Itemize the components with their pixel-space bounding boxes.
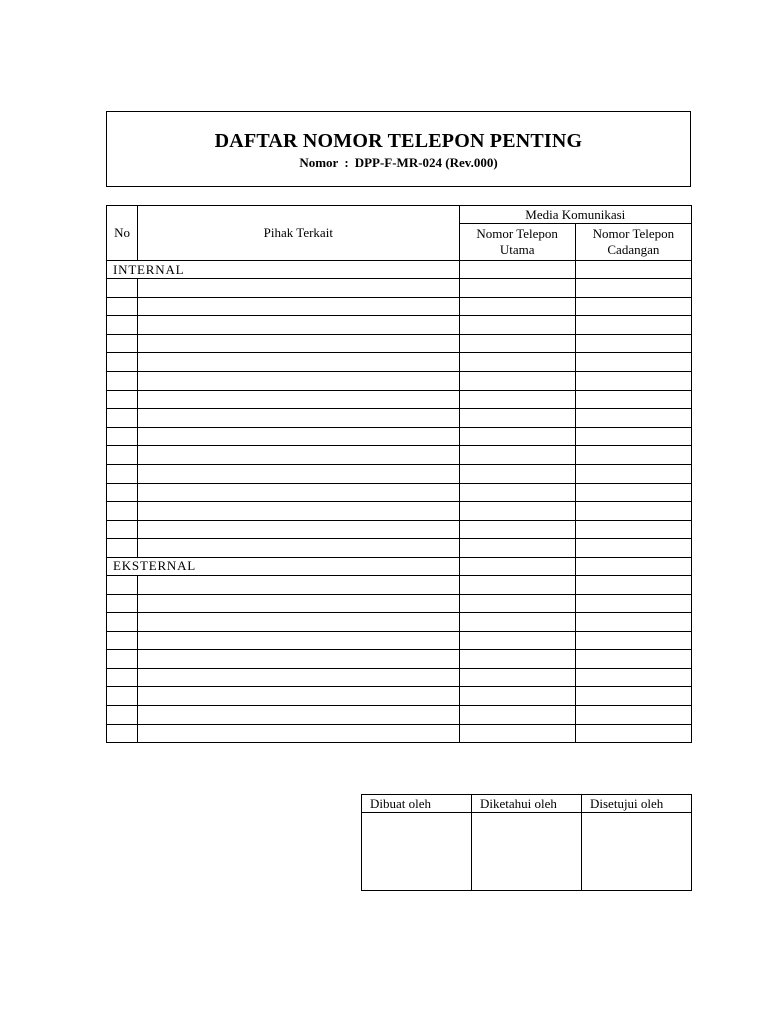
no-cell[interactable] bbox=[107, 353, 138, 372]
no-cell[interactable] bbox=[107, 668, 138, 687]
made-by-signature-space[interactable] bbox=[362, 813, 472, 891]
table-row bbox=[107, 446, 692, 465]
nomor-cadangan-cell[interactable] bbox=[575, 390, 691, 409]
document-number-label: Nomor bbox=[299, 155, 339, 170]
table-row bbox=[107, 687, 692, 706]
no-cell[interactable] bbox=[107, 334, 138, 353]
nomor-cadangan-cell[interactable] bbox=[575, 650, 691, 669]
table-row bbox=[107, 502, 692, 521]
table-row bbox=[107, 390, 692, 409]
table-row bbox=[107, 483, 692, 502]
nomor-cadangan-cell[interactable] bbox=[575, 297, 691, 316]
no-cell[interactable] bbox=[107, 724, 138, 743]
header-nomor-cadangan: Nomor Telepon Cadangan bbox=[575, 224, 691, 261]
nomor-cadangan-cell[interactable] bbox=[575, 668, 691, 687]
header-no: No bbox=[107, 206, 138, 261]
pihak-terkait-cell[interactable] bbox=[138, 668, 460, 687]
nomor-cadangan-cell[interactable] bbox=[575, 502, 691, 521]
table-row bbox=[107, 613, 692, 632]
table-row bbox=[107, 650, 692, 669]
nomor-cadangan-cell[interactable] bbox=[575, 575, 691, 594]
nomor-cadangan-cell[interactable] bbox=[575, 371, 691, 390]
known-by-label: Diketahui oleh bbox=[472, 795, 582, 813]
approved-by-label: Disetujui oleh bbox=[582, 795, 692, 813]
phone-list-table bbox=[106, 205, 692, 743]
nomor-utama-cell[interactable] bbox=[459, 520, 575, 539]
nomor-cadangan-cell[interactable] bbox=[575, 631, 691, 650]
pihak-terkait-cell[interactable] bbox=[138, 502, 460, 521]
no-cell[interactable] bbox=[107, 575, 138, 594]
no-cell[interactable] bbox=[107, 409, 138, 428]
nomor-utama-cell[interactable] bbox=[459, 687, 575, 706]
nomor-cadangan-cell[interactable] bbox=[575, 316, 691, 335]
nomor-cadangan-cell[interactable] bbox=[575, 446, 691, 465]
nomor-cadangan-cell[interactable] bbox=[575, 427, 691, 446]
pihak-terkait-cell[interactable] bbox=[138, 520, 460, 539]
table-row bbox=[107, 316, 692, 335]
nomor-utama-cell[interactable] bbox=[459, 297, 575, 316]
nomor-cadangan-cell[interactable] bbox=[575, 464, 691, 483]
table-row bbox=[107, 409, 692, 428]
no-cell[interactable] bbox=[107, 613, 138, 632]
made-by-label: Dibuat oleh bbox=[362, 795, 472, 813]
approved-by-signature-space[interactable] bbox=[582, 813, 692, 891]
table-body bbox=[107, 261, 692, 743]
nomor-cadangan-cell[interactable] bbox=[575, 334, 691, 353]
section-label: EKSTERNAL bbox=[107, 557, 460, 575]
nomor-utama-cell[interactable] bbox=[459, 668, 575, 687]
no-cell[interactable] bbox=[107, 502, 138, 521]
table-row bbox=[107, 520, 692, 539]
document-header bbox=[106, 111, 691, 187]
nomor-cadangan-cell[interactable] bbox=[575, 687, 691, 706]
table-row bbox=[107, 464, 692, 483]
nomor-cadangan-cell[interactable] bbox=[575, 279, 691, 298]
no-cell[interactable] bbox=[107, 427, 138, 446]
no-cell[interactable] bbox=[107, 520, 138, 539]
pihak-terkait-cell[interactable] bbox=[138, 539, 460, 558]
nomor-cadangan-cell[interactable] bbox=[575, 724, 691, 743]
no-cell[interactable] bbox=[107, 706, 138, 725]
no-cell[interactable] bbox=[107, 390, 138, 409]
nomor-utama-cell[interactable] bbox=[459, 353, 575, 372]
nomor-utama-cell[interactable] bbox=[459, 613, 575, 632]
nomor-cadangan-cell[interactable] bbox=[575, 353, 691, 372]
nomor-utama-cell[interactable] bbox=[459, 409, 575, 428]
nomor-cadangan-cell[interactable] bbox=[575, 613, 691, 632]
nomor-utama-cell[interactable] bbox=[459, 539, 575, 558]
nomor-utama-cell[interactable] bbox=[459, 706, 575, 725]
section-row bbox=[107, 557, 692, 575]
table-row bbox=[107, 594, 692, 613]
nomor-utama-cell[interactable] bbox=[459, 483, 575, 502]
nomor-utama-cell[interactable] bbox=[459, 631, 575, 650]
pihak-terkait-cell[interactable] bbox=[138, 371, 460, 390]
nomor-utama-cell[interactable] bbox=[459, 371, 575, 390]
pihak-terkait-cell[interactable] bbox=[138, 724, 460, 743]
table-row bbox=[107, 334, 692, 353]
nomor-utama-cell[interactable] bbox=[459, 724, 575, 743]
no-cell[interactable] bbox=[107, 631, 138, 650]
no-cell[interactable] bbox=[107, 371, 138, 390]
pihak-terkait-cell[interactable] bbox=[138, 353, 460, 372]
signature-table bbox=[361, 794, 692, 891]
nomor-utama-cell[interactable] bbox=[459, 279, 575, 298]
table-row bbox=[107, 631, 692, 650]
section-utama-cell[interactable] bbox=[459, 557, 575, 575]
table-row bbox=[107, 668, 692, 687]
section-row bbox=[107, 261, 692, 279]
pihak-terkait-cell[interactable] bbox=[138, 316, 460, 335]
nomor-utama-cell[interactable] bbox=[459, 390, 575, 409]
no-cell[interactable] bbox=[107, 483, 138, 502]
pihak-terkait-cell[interactable] bbox=[138, 297, 460, 316]
pihak-terkait-cell[interactable] bbox=[138, 427, 460, 446]
pihak-terkait-cell[interactable] bbox=[138, 279, 460, 298]
pihak-terkait-cell[interactable] bbox=[138, 334, 460, 353]
nomor-utama-cell[interactable] bbox=[459, 446, 575, 465]
no-cell[interactable] bbox=[107, 316, 138, 335]
nomor-utama-cell[interactable] bbox=[459, 464, 575, 483]
nomor-cadangan-cell[interactable] bbox=[575, 706, 691, 725]
nomor-utama-cell[interactable] bbox=[459, 427, 575, 446]
no-cell[interactable] bbox=[107, 594, 138, 613]
table-row bbox=[107, 297, 692, 316]
table-row bbox=[107, 724, 692, 743]
document-number-separator: : bbox=[344, 155, 349, 170]
pihak-terkait-cell[interactable] bbox=[138, 706, 460, 725]
table-row bbox=[107, 279, 692, 298]
nomor-utama-cell[interactable] bbox=[459, 502, 575, 521]
pihak-terkait-cell[interactable] bbox=[138, 483, 460, 502]
no-cell[interactable] bbox=[107, 650, 138, 669]
pihak-terkait-cell[interactable] bbox=[138, 446, 460, 465]
header-pihak-terkait: Pihak Terkait bbox=[138, 206, 460, 261]
nomor-cadangan-cell[interactable] bbox=[575, 409, 691, 428]
table-row bbox=[107, 575, 692, 594]
document-title: DAFTAR NOMOR TELEPON PENTING bbox=[214, 130, 583, 152]
section-label: INTERNAL bbox=[107, 261, 460, 279]
nomor-utama-cell[interactable] bbox=[459, 594, 575, 613]
pihak-terkait-cell[interactable] bbox=[138, 575, 460, 594]
table-row bbox=[107, 427, 692, 446]
table-row bbox=[107, 706, 692, 725]
no-cell[interactable] bbox=[107, 539, 138, 558]
pihak-terkait-cell[interactable] bbox=[138, 409, 460, 428]
table-row bbox=[107, 371, 692, 390]
nomor-utama-cell[interactable] bbox=[459, 334, 575, 353]
document-number bbox=[107, 155, 690, 171]
nomor-cadangan-cell[interactable] bbox=[575, 539, 691, 558]
section-cadangan-cell[interactable] bbox=[575, 557, 691, 575]
nomor-utama-cell[interactable] bbox=[459, 650, 575, 669]
nomor-cadangan-cell[interactable] bbox=[575, 520, 691, 539]
no-cell[interactable] bbox=[107, 279, 138, 298]
pihak-terkait-cell[interactable] bbox=[138, 687, 460, 706]
section-utama-cell[interactable] bbox=[459, 261, 575, 279]
pihak-terkait-cell[interactable] bbox=[138, 650, 460, 669]
no-cell[interactable] bbox=[107, 464, 138, 483]
no-cell[interactable] bbox=[107, 446, 138, 465]
pihak-terkait-cell[interactable] bbox=[138, 390, 460, 409]
no-cell[interactable] bbox=[107, 687, 138, 706]
pihak-terkait-cell[interactable] bbox=[138, 631, 460, 650]
table-row bbox=[107, 353, 692, 372]
no-cell[interactable] bbox=[107, 297, 138, 316]
nomor-utama-cell[interactable] bbox=[459, 316, 575, 335]
known-by-signature-space[interactable] bbox=[472, 813, 582, 891]
table-row bbox=[107, 539, 692, 558]
header-media-komunikasi: Media Komunikasi bbox=[459, 206, 691, 224]
pihak-terkait-cell[interactable] bbox=[138, 464, 460, 483]
header-nomor-utama: Nomor Telepon Utama bbox=[459, 224, 575, 261]
section-cadangan-cell[interactable] bbox=[575, 261, 691, 279]
pihak-terkait-cell[interactable] bbox=[138, 594, 460, 613]
nomor-cadangan-cell[interactable] bbox=[575, 483, 691, 502]
pihak-terkait-cell[interactable] bbox=[138, 613, 460, 632]
document-number-value: DPP-F-MR-024 (Rev.000) bbox=[354, 155, 498, 170]
nomor-cadangan-cell[interactable] bbox=[575, 594, 691, 613]
nomor-utama-cell[interactable] bbox=[459, 575, 575, 594]
